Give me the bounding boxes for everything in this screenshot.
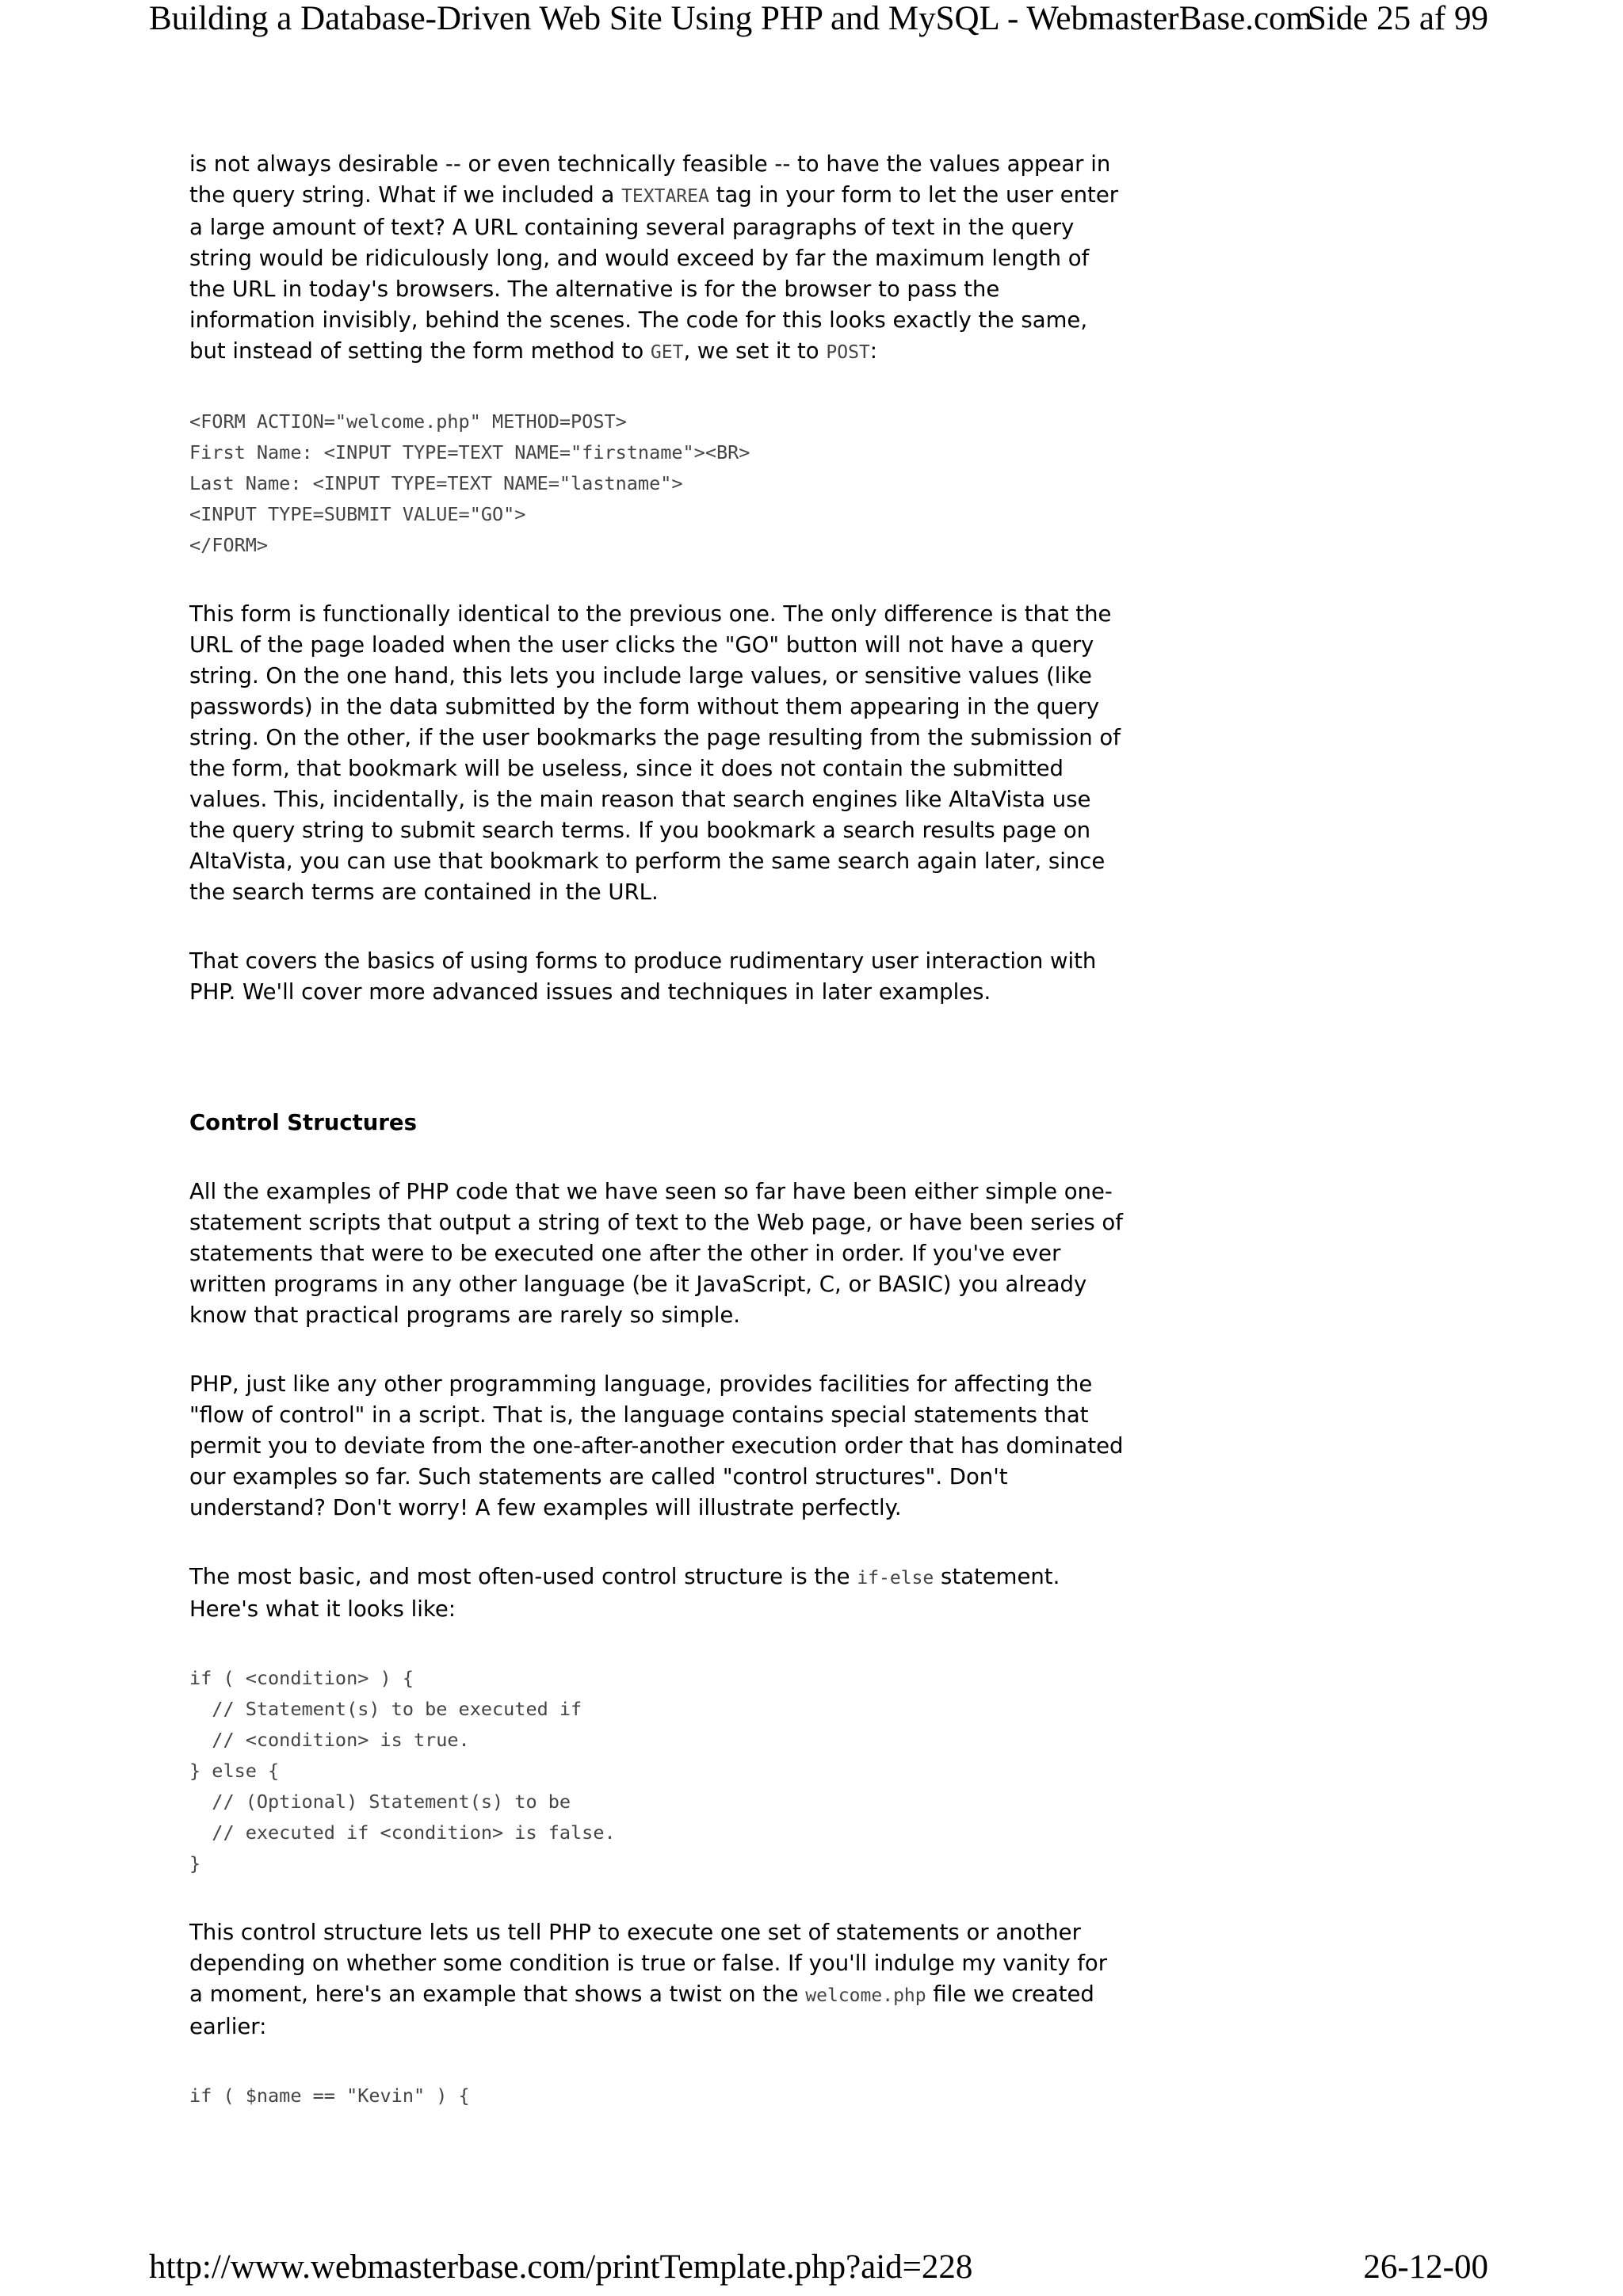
source-url: http://www.webmasterbase.com/printTemplate.php?aid=228 — [149, 2248, 973, 2286]
paragraph: This form is functionally identical to the previous one. The only difference is that the URL of the page loaded when the user clicks the "GO" button will not have a query string. On the one hand, this lets you include large values, or sensitive values (like passwords) in the data submitted by the form without them appearing in the query string. On the other, if the user bookmarks the page resulting from the submission of the form, that bookmark will be useless, since it does not contain the submitted values. This, incidentally, is the main reason that search engines like AltaVista use the query string to submit search terms. If you bookmark a search results page on AltaVista, you can use that bookmark to perform the same search again later, since the search terms are contained in the URL. — [189, 601, 1121, 905]
paragraph: All the examples of PHP code that we have seen so far have been either simple one-statement scripts that output a string of text to the Web page, or have been series of statements that were to be executed one after the other in order. If you've ever written programs in any other language (be it JavaScript, C, or BASIC) you already know that practical programs are rarely so simple. — [189, 1179, 1123, 1328]
paragraph: PHP, just like any other programming language, provides facilities for affecting the "flow of control" in a script. That is, the language contains special statements that permit you to deviate from the one-after-another execution order that has dominated our examples so far. Such statements are called "control structures". Don't understand? Don't worry! A few examples will illustrate perfectly. — [189, 1371, 1124, 1520]
document-title: Building a Database-Driven Web Site Using PHP and MySQL - WebmasterBase.com — [149, 0, 1312, 37]
paragraph: is not always desirable -- or even technically feasible -- to have the values appear in the query string. What if we included a TEXTAREA tag in your form to let the user enter a large amount of text? A URL containing several paragraphs of text in the query string would be ridiculously long, and would exceed by far the maximum length of the URL in today's browsers. The alternative is for the browser to pass the information invisibly, behind the scenes. The code for this looks exactly the same, but instead of setting the form method to GET, we set it to POST: — [189, 151, 1119, 364]
page-number: Side 25 af 99 — [1307, 0, 1488, 37]
inline-code: POST — [826, 342, 870, 363]
article-body — [189, 149, 1125, 2111]
paragraph: That covers the basics of using forms to produce rudimentary user interaction with PHP. We'll cover more advanced issues and techniques in later examples. — [189, 948, 1097, 1005]
code-block-form: <FORM ACTION="welcome.php" METHOD=POST> First Name: <INPUT TYPE=TEXT NAME="firstname"><BR> Last Name: <INPUT TYPE=TEXT NAME="lastname"> <INPUT TYPE=SUBMIT VALUE="GO"> </FORM> — [189, 410, 750, 556]
print-date: 26-12-00 — [1363, 2248, 1488, 2286]
paragraph: This control structure lets us tell PHP to execute one set of statements or another depending on whether some condition is true or false. If you'll indulge my vanity for a moment, here's an example that shows a twist on the welcome.php file we created earlier: — [189, 1920, 1108, 2039]
inline-code: if-else — [857, 1568, 934, 1589]
code-block-if-else: if ( <condition> ) { // Statement(s) to be executed if // <condition> is true. } else { // (Optional) Statement(s) to be // executed if <condition> is false. } — [189, 1667, 616, 1875]
inline-code: TEXTAREA — [621, 186, 709, 207]
paragraph: The most basic, and most often-used control structure is the if-else statement. Here's what it looks like: — [189, 1564, 1060, 1622]
page-footer — [149, 2248, 1488, 2296]
code-block-example: if ( $name == "Kevin" ) { — [189, 2084, 470, 2107]
section-heading: Control Structures — [189, 1110, 417, 1135]
page-header — [149, 0, 1488, 48]
inline-code: GET — [650, 342, 684, 363]
inline-code: welcome.php — [805, 1985, 926, 2006]
